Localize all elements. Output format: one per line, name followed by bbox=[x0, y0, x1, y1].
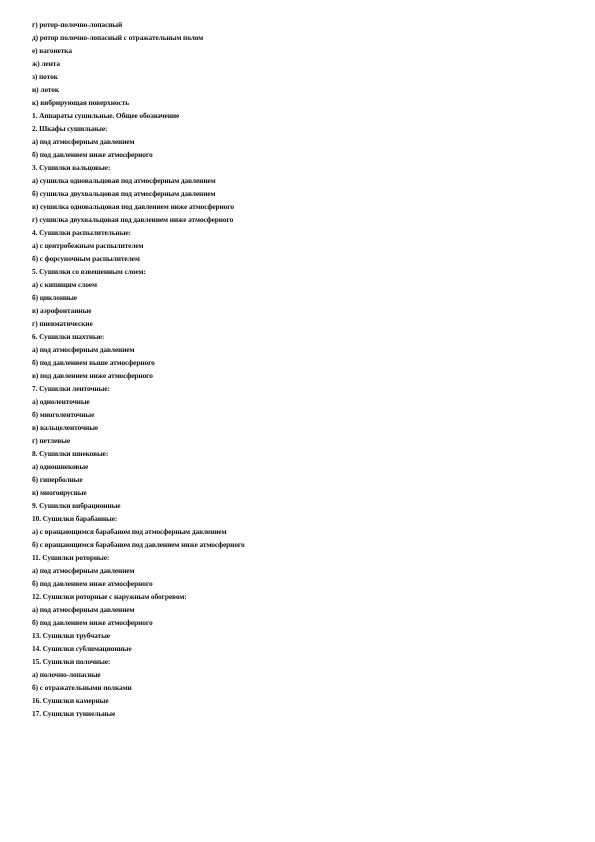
text-line: ж) лента bbox=[32, 59, 60, 68]
text-line: в) вальцеленточные bbox=[32, 423, 99, 432]
text-line: г) пневматические bbox=[32, 319, 93, 328]
text-line: а) под атмосферным давлением bbox=[32, 137, 135, 146]
text-line: к) вибрирующая поверхность bbox=[32, 98, 130, 107]
text-line: а) под атмосферным давлением bbox=[32, 345, 135, 354]
text-line: 5. Сушилки со взвешенным слоем: bbox=[32, 267, 146, 276]
text-line: б) с вращающимся барабаном под давлением ниже атмосферного bbox=[32, 540, 245, 549]
text-line: а) одношнековые bbox=[32, 462, 89, 471]
text-line: а) с центробежным распылителем bbox=[32, 241, 144, 250]
text-line: б) с отражательными полками bbox=[32, 683, 132, 692]
text-line: б) сушилка двухвальцовая под атмосферным давлением bbox=[32, 189, 216, 198]
text-line: в) многоярусные bbox=[32, 488, 87, 497]
text-line: в) под давлением ниже атмосферного bbox=[32, 371, 153, 380]
text-line: 10. Сушилки барабанные: bbox=[32, 514, 118, 523]
text-line: 16. Сушилки камерные bbox=[32, 696, 109, 705]
text-block bbox=[32, 18, 572, 720]
text-line: д) ротор полочно-лопасный с отражательным полом bbox=[32, 33, 204, 42]
text-line: 15. Сушилки полочные: bbox=[32, 657, 111, 666]
text-line: б) циклонные bbox=[32, 293, 77, 302]
text-line: з) поток bbox=[32, 72, 58, 81]
text-line: а) одноленточные bbox=[32, 397, 90, 406]
text-line: 9. Сушилки вибрационные bbox=[32, 501, 121, 510]
text-line: а) полочно-лопасные bbox=[32, 670, 101, 679]
text-line: б) с форсуночным распылителем bbox=[32, 254, 140, 263]
text-line: б) под давлением ниже атмосферного bbox=[32, 150, 153, 159]
text-line: е) вагонетка bbox=[32, 46, 72, 55]
text-line: г) ротор-полочно-лопасный bbox=[32, 20, 123, 29]
text-line: а) под атмосферным давлением bbox=[32, 566, 135, 575]
text-line: 8. Сушилки шнековые: bbox=[32, 449, 109, 458]
text-line: 12. Сушилки роторные с наружным обогревом: bbox=[32, 592, 187, 601]
text-line: б) под давлением ниже атмосферного bbox=[32, 579, 153, 588]
text-line: 1. Аппараты сушильные. Общее обозначение bbox=[32, 111, 180, 120]
text-line: а) сушилка одновальцовая под атмосферным давлением bbox=[32, 176, 216, 185]
text-line: 3. Сушилки вальцовые: bbox=[32, 163, 111, 172]
text-line: 2. Шкафы сушильные: bbox=[32, 124, 108, 133]
text-line: 7. Сушилки ленточные: bbox=[32, 384, 110, 393]
text-line: 6. Сушилки шахтные: bbox=[32, 332, 105, 341]
text-line: г) петлевые bbox=[32, 436, 71, 445]
text-line: а) под атмосферным давлением bbox=[32, 605, 135, 614]
text-line: б) под давлением выше атмосферного bbox=[32, 358, 155, 367]
text-line: б) гиперболные bbox=[32, 475, 83, 484]
text-line: в) аэрофонтанные bbox=[32, 306, 92, 315]
text-line: 11. Сушилки роторные: bbox=[32, 553, 110, 562]
text-line: г) сушилка двухвальцовая под давлением ниже атмосферного bbox=[32, 215, 234, 224]
text-line: 17. Сушилки туннельные bbox=[32, 709, 116, 718]
text-line: а) с кипящим слоем bbox=[32, 280, 97, 289]
text-line: б) многоленточные bbox=[32, 410, 95, 419]
text-line: 4. Сушилки распылительные: bbox=[32, 228, 131, 237]
text-line: в) сушилка одновальцовая под давлением ниже атмосферного bbox=[32, 202, 234, 211]
text-line: и) лоток bbox=[32, 85, 59, 94]
text-line: 13. Сушилки трубчатые bbox=[32, 631, 110, 640]
text-line: б) под давлением ниже атмосферного bbox=[32, 618, 153, 627]
text-line: 14. Сушилки сублимационные bbox=[32, 644, 132, 653]
text-line: а) с вращающимся барабаном под атмосферным давлением bbox=[32, 527, 227, 536]
